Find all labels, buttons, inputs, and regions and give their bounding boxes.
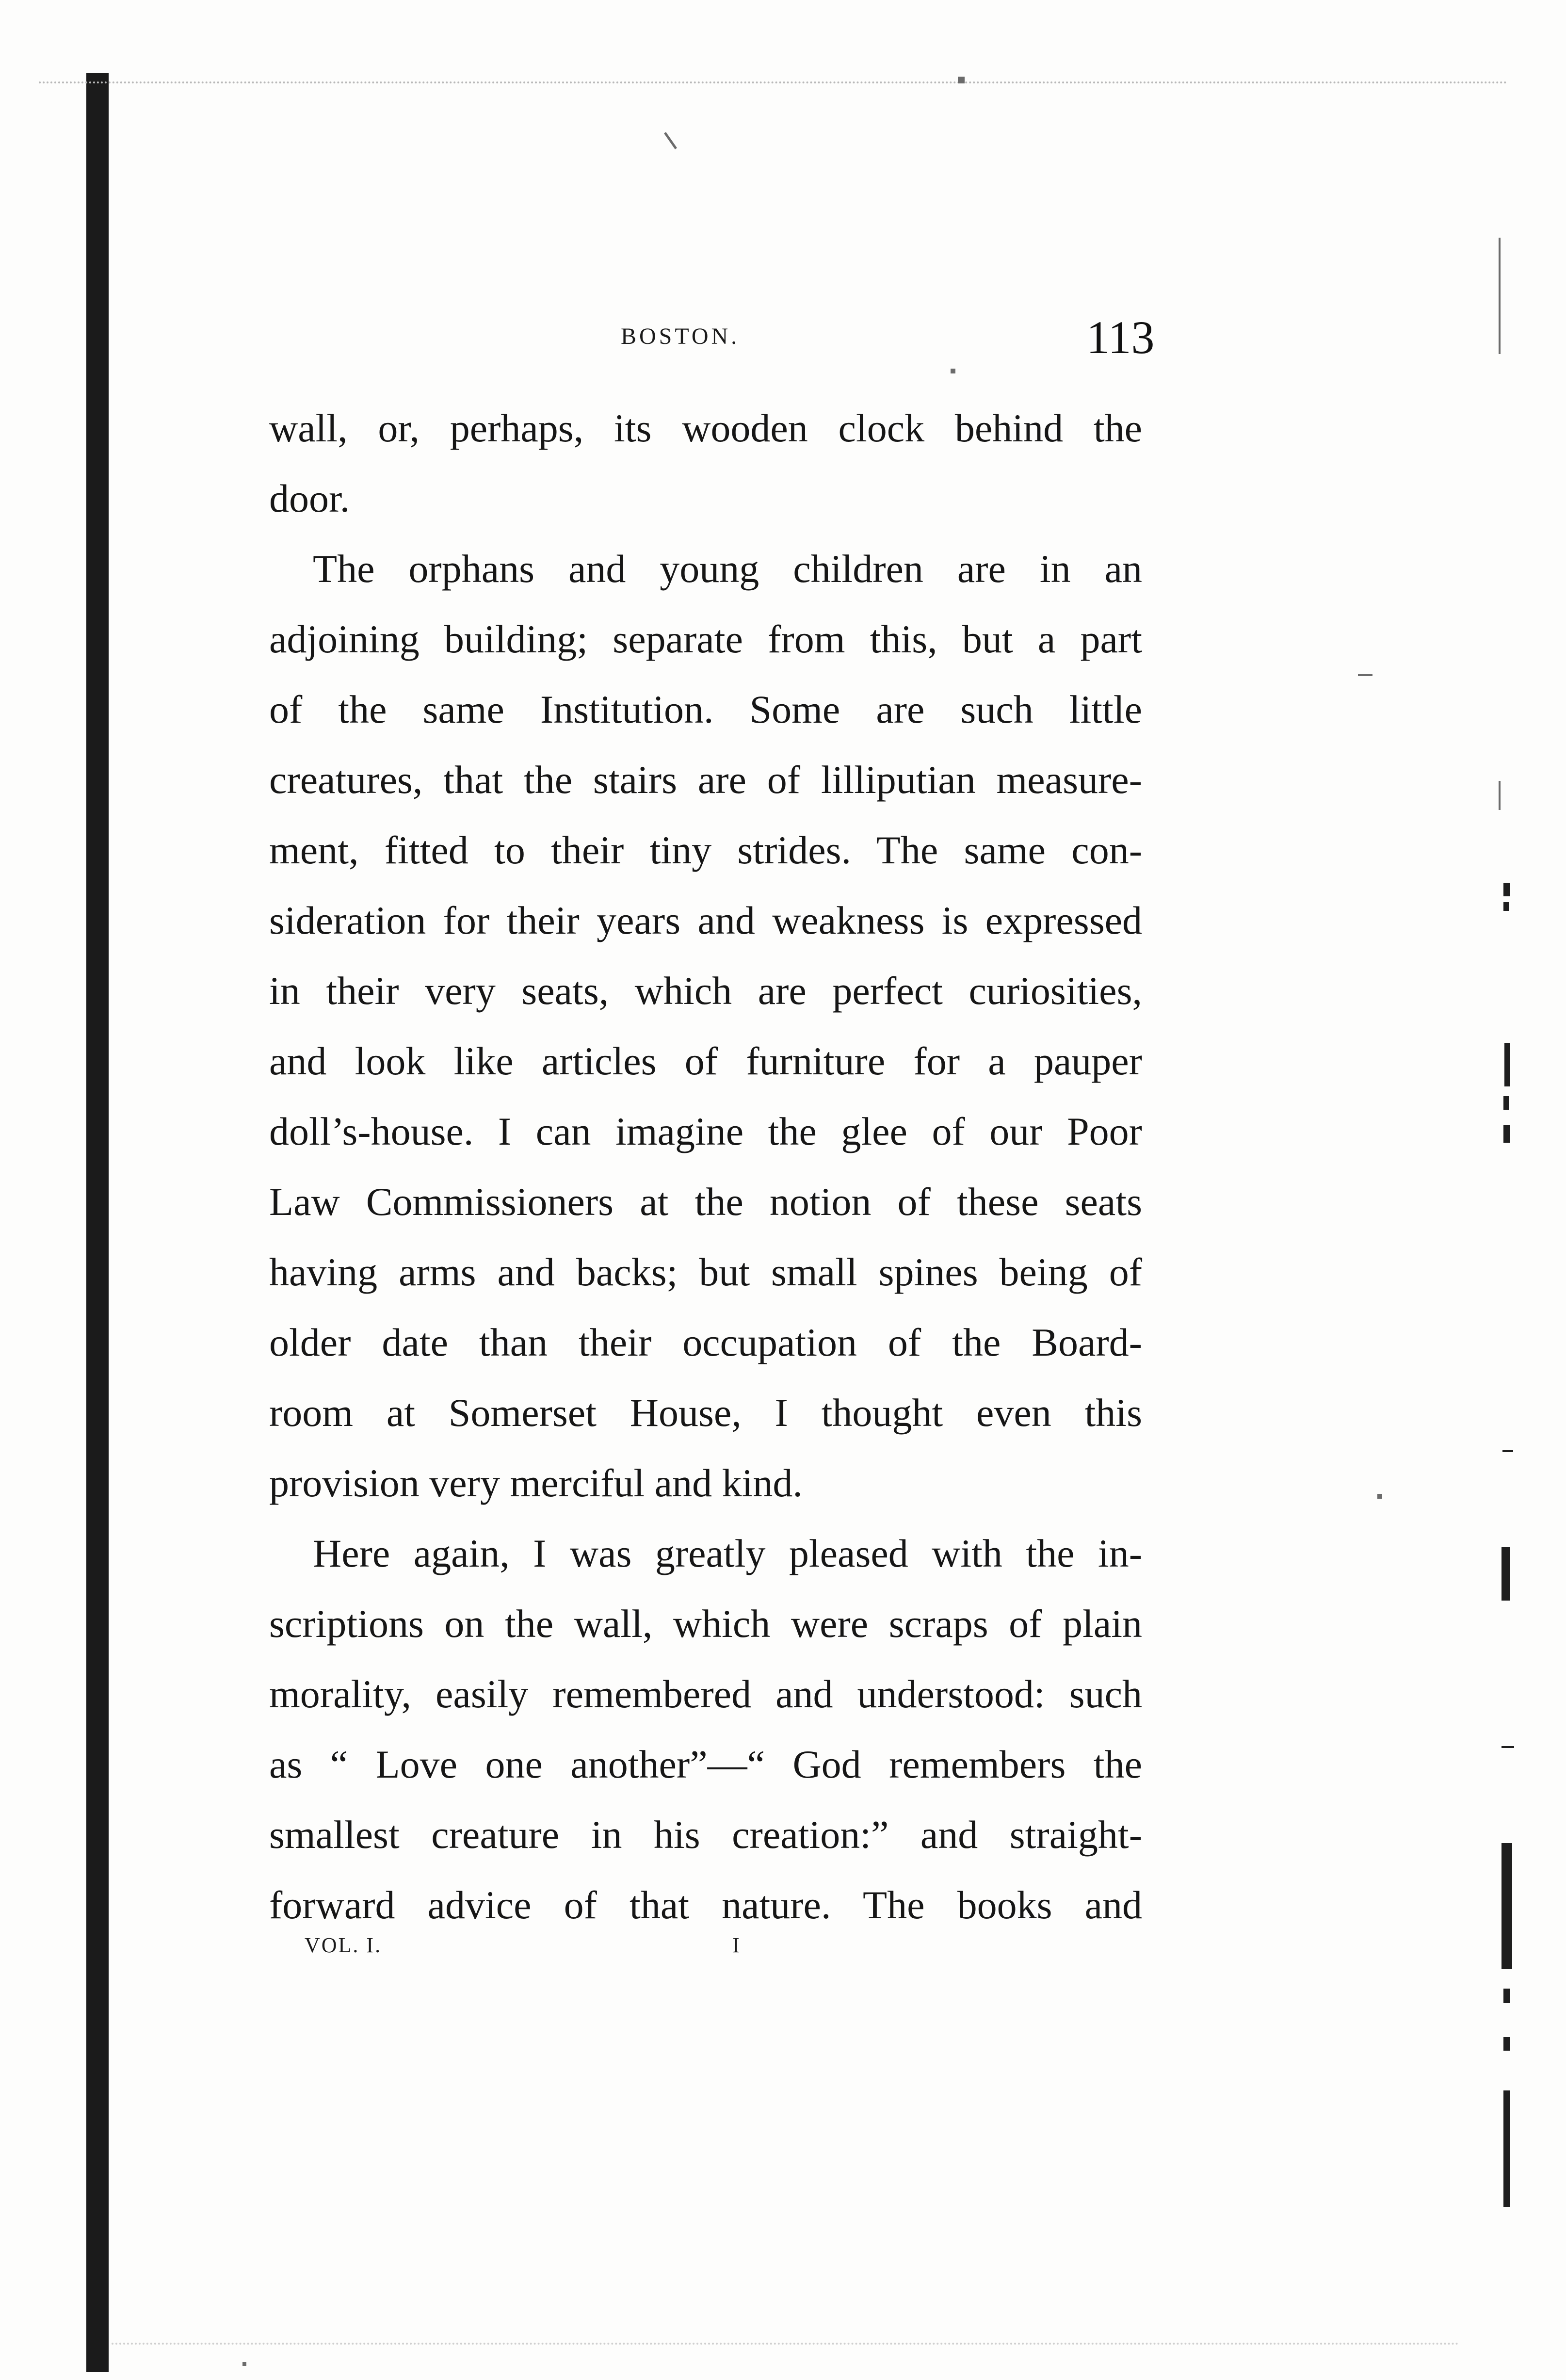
page-top-edge [39,81,1508,83]
text-line: wall, or, perhaps, its wooden clock behind the [269,406,1142,450]
text-line: and look like articles of furniture for a pauper [269,1039,1142,1083]
text-line: door. [269,476,350,520]
text-line: of the same Institution. Some are such little [269,687,1142,731]
text-line: Here again, I was greatly pleased with the in- [313,1531,1142,1575]
text-line: doll’s-house. I can imagine the glee of our Poor [269,1109,1142,1153]
page-number: 113 [1086,311,1155,363]
text-line: room at Somerset House, I thought even this [269,1391,1142,1435]
text-line: having arms and backs; but small spines being of [269,1250,1142,1294]
text-line: older date than their occupation of the Board- [269,1320,1142,1364]
text-line: Law Commissioners at the notion of these seats [269,1180,1142,1224]
ink-speck [1377,1494,1382,1499]
text-line: ment, fitted to their tiny strides. The same con- [269,828,1142,872]
text-line: provision very merciful and kind. [269,1461,803,1505]
body-text [269,393,1142,1940]
ink-speck [1358,674,1372,676]
volume-signature: VOL. I. [305,1933,382,1957]
running-head: BOSTON. [621,324,740,349]
text-line: The orphans and young children are in an [313,547,1142,591]
text-line: scriptions on the wall, which were scraps of plain [269,1602,1142,1646]
text-line: smallest creature in his creation:” and straight- [269,1813,1142,1857]
text-line: as “ Love one another”—“ God remembers the [269,1742,1142,1786]
text-line: in their very seats, which are perfect curiosities, [269,969,1142,1013]
text-line: sideration for their years and weakness is expressed [269,898,1142,942]
text-line: morality, easily remembered and understood: such [269,1672,1142,1716]
page-bottom-edge [112,2343,1459,2345]
text-line: forward advice of that nature. The books and [269,1883,1142,1927]
ink-speck [242,2362,246,2366]
binding-shadow [86,73,109,2372]
text-line: adjoining building; separate from this, but a part [269,617,1142,661]
ink-speck [664,132,677,149]
facing-page-bleed-marks [1474,218,1518,2304]
ink-speck [951,369,955,373]
text-line: creatures, that the stairs are of lilliputian measure- [269,758,1142,802]
ink-speck [958,77,965,83]
gathering-mark: I [732,1933,740,1957]
